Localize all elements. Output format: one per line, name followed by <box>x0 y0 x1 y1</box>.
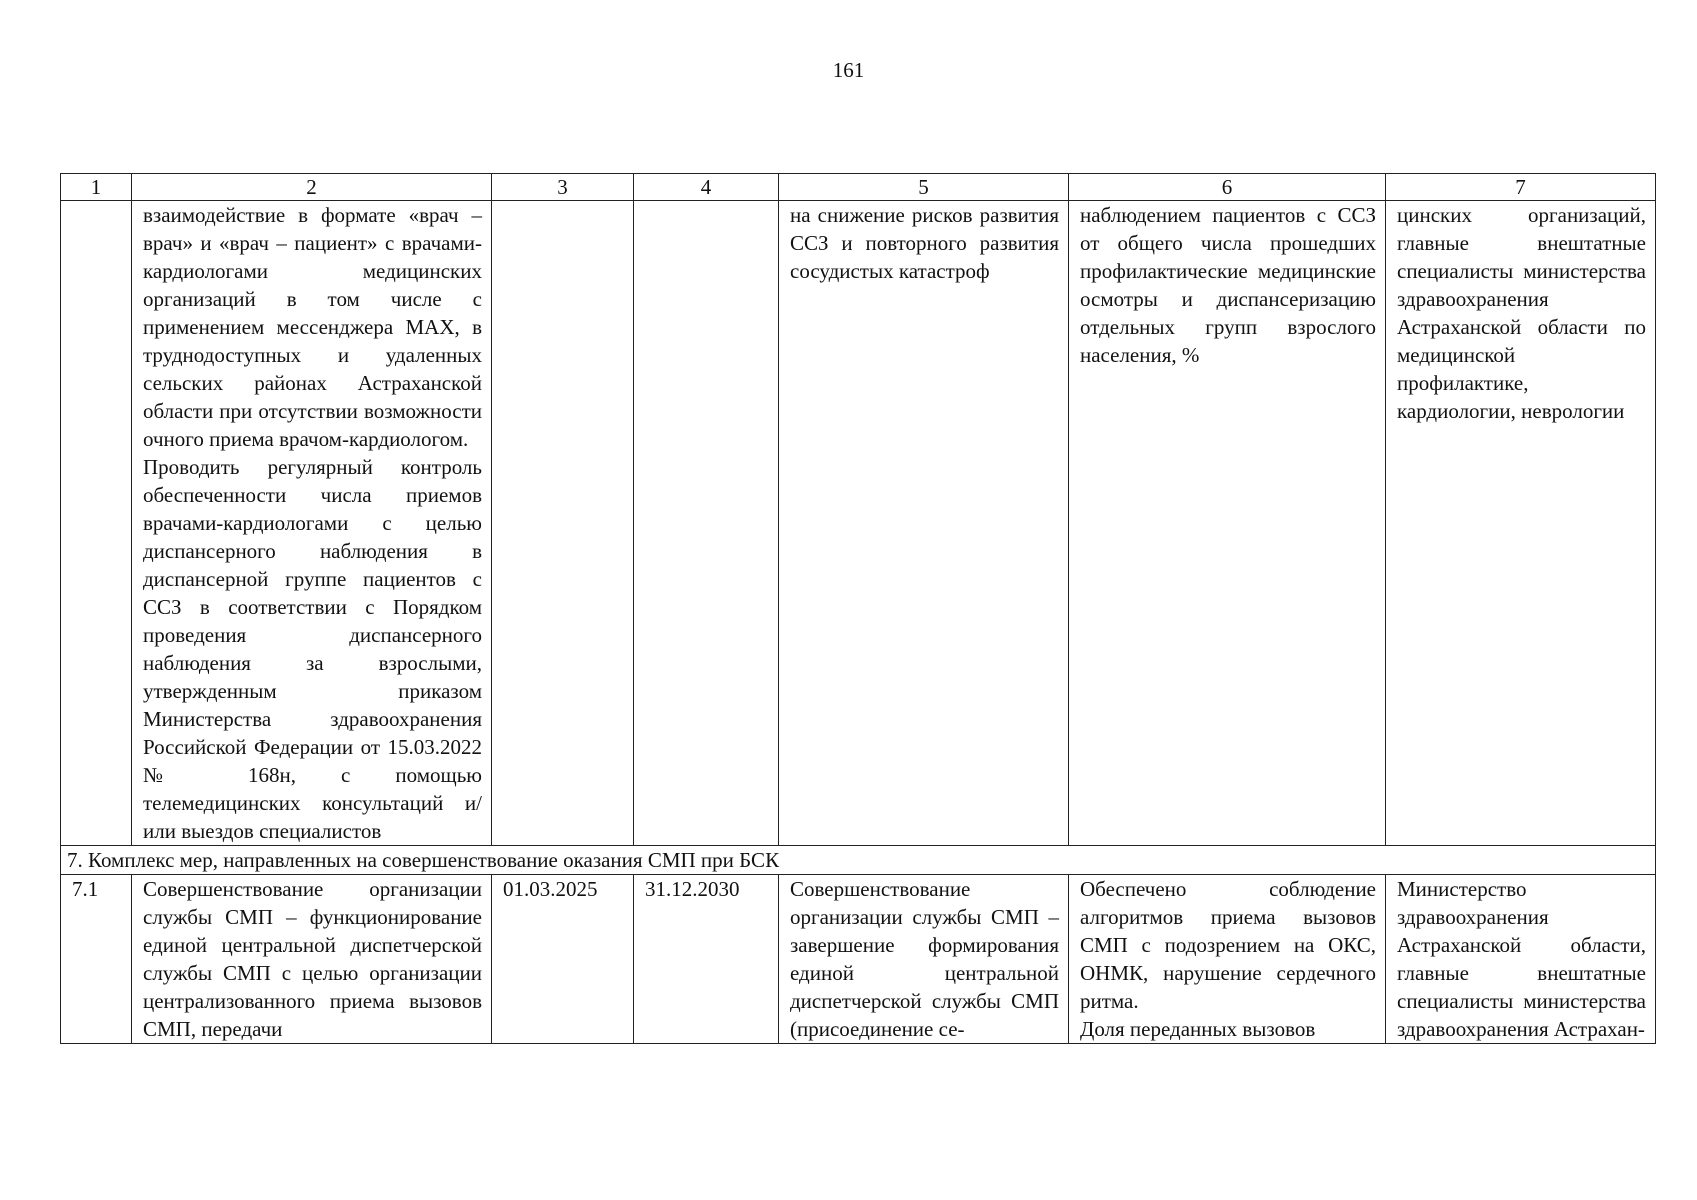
measure-description-cell <box>132 875 492 1044</box>
responsible-cell <box>1386 875 1656 1044</box>
column-number: 1 <box>61 174 132 201</box>
page-number: 161 <box>832 58 865 82</box>
column-number-row <box>61 174 1656 201</box>
measure-description-cell <box>132 201 492 846</box>
column-number: 7 <box>1386 174 1656 201</box>
measure-description-text: взаимодействие в формате «врач – врач» и «врач – пациент» с врачами-кардиологами медицинских организаций в том числе с применением мессенджера MAX, в труднодоступных и удаленных сельских районах Астраханской области при отсутствии возможности очного приема врачом-кардиологом. <box>143 203 482 451</box>
section-row <box>61 846 1656 875</box>
column-number: 4 <box>634 174 779 201</box>
column-number: 5 <box>779 174 1069 201</box>
indicator-cell <box>1069 875 1386 1044</box>
measure-description-text: Совершенствование организации службы СМП – функционирование единой центральной диспетчерской службы СМП с целью организации централизованного приема вызовов СМП, передачи <box>143 877 482 1041</box>
responsible-text: Министерство здравоохранения Астраханской области, главные внештатные специалисты министерства здравоохранения Астрахан- <box>1397 877 1646 1041</box>
table-row <box>61 875 1656 1044</box>
item-number-cell: 7.1 <box>61 875 132 1044</box>
measures-table <box>60 173 1656 1044</box>
item-number-cell <box>61 201 132 846</box>
expected-result-cell <box>779 875 1069 1044</box>
table-row <box>61 201 1656 846</box>
expected-result-cell: на снижение рисков развития ССЗ и повторного развития сосудистых катастроф <box>779 201 1069 846</box>
indicator-text: Обеспечено соблюдение алгоритмов приема вызовов СМП с подозрением на ОКС, ОНМК, нарушение сердечного ритма. <box>1080 877 1376 1013</box>
start-date-cell <box>492 201 634 846</box>
end-date-cell <box>634 201 779 846</box>
column-number: 3 <box>492 174 634 201</box>
column-number: 2 <box>132 174 492 201</box>
section-heading: 7. Комплекс мер, направленных на совершенствование оказания СМП при БСК <box>61 846 1656 875</box>
responsible-cell: цинских организаций, главные внештатные специалисты министерства здравоохранения Астраханской области по медицинской профилактике, кардиологии, неврологии <box>1386 201 1656 846</box>
end-date-cell: 31.12.2030 <box>634 875 779 1044</box>
expected-result-text: Совершенствование организации службы СМП – завершение формирования единой центральной диспетчерской службы СМП (присоединение се- <box>790 877 1059 1041</box>
indicator-text: Доля переданных вызовов <box>1080 1017 1316 1041</box>
start-date-cell: 01.03.2025 <box>492 875 634 1044</box>
indicator-cell: наблюдением пациентов с ССЗ от общего числа прошедших профилактические медицинские осмотры и диспансеризацию отдельных групп взрослого населения, % <box>1069 201 1386 846</box>
column-number: 6 <box>1069 174 1386 201</box>
measure-description-text: Проводить регулярный контроль обеспеченности числа приемов врачами-кардиологами с целью диспансерного наблюдения в диспансерной группе пациентов с ССЗ в соответствии с Порядком проведения диспансерного наблюдения за взрослыми, утвержденным приказом Министерства здравоохранения Российской Федерации от 15.03.2022 № 168н, с помощью телемедицинских консультаций и/или выездов специалистов <box>143 455 482 843</box>
indicator-text-wrap <box>1080 875 1376 1043</box>
